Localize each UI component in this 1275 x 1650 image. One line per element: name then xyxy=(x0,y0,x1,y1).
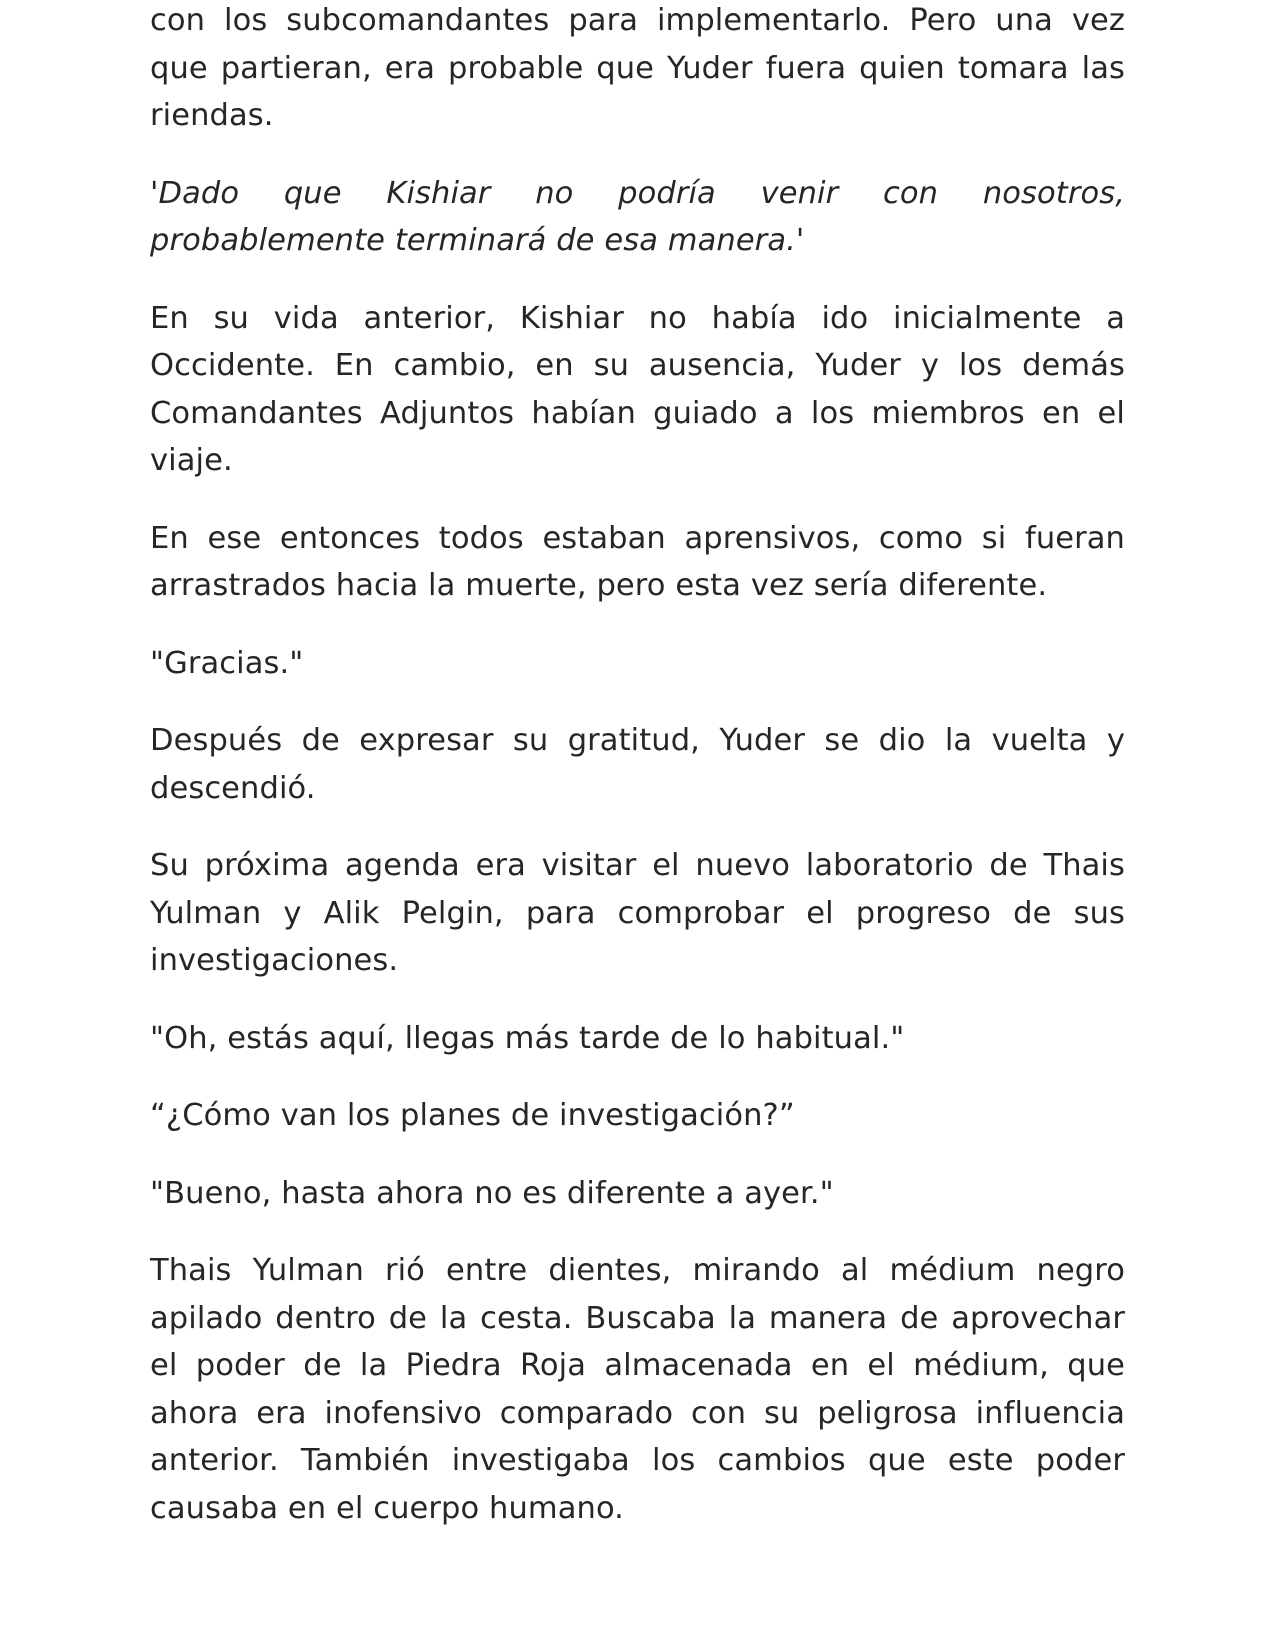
paragraph-2-italic-thought: 'Dado que Kishiar no podría venir con nosotros, probablemente terminará de esa manera.' xyxy=(150,175,1125,258)
paragraph-4: En ese entonces todos estaban aprensivos, como si fueran arrastrados hacia la muerte, pero esta vez sería diferente. xyxy=(150,520,1125,603)
paragraph-1: con los subcomandantes para implementarlo. Pero una vez que partieran, era probable que Yuder fuera quien tomara las riendas. xyxy=(150,3,1125,133)
paragraph-3: En su vida anterior, Kishiar no había ido inicialmente a Occidente. En cambio, en su ausencia, Yuder y los demás Comandantes Adjuntos habían guiado a los miembros en el viaje. xyxy=(150,300,1125,478)
paragraph-5-dialogue: "Gracias." xyxy=(150,645,304,681)
paragraph-11: Thais Yulman rió entre dientes, mirando al médium negro apilado dentro de la cesta. Buscaba la manera de aprovechar el poder de la Piedra Roja almacenada en el médium, que ahora era inofensivo comparado con su peligrosa influencia anterior. También investigaba los cambios que este poder causaba en el cuerpo humano. xyxy=(150,1253,1125,1526)
document-page xyxy=(150,0,1125,1562)
paragraph-7: Su próxima agenda era visitar el nuevo laboratorio de Thais Yulman y Alik Pelgin, para comprobar el progreso de sus investigaciones. xyxy=(150,848,1125,978)
paragraph-9-dialogue: “¿Cómo van los planes de investigación?” xyxy=(150,1098,795,1133)
paragraph-8-dialogue: "Oh, estás aquí, llegas más tarde de lo habitual." xyxy=(150,1020,905,1056)
paragraph-10-dialogue: "Bueno, hasta ahora no es diferente a ayer." xyxy=(150,1175,834,1211)
paragraph-6: Después de expresar su gratitud, Yuder se dio la vuelta y descendió. xyxy=(150,723,1125,806)
